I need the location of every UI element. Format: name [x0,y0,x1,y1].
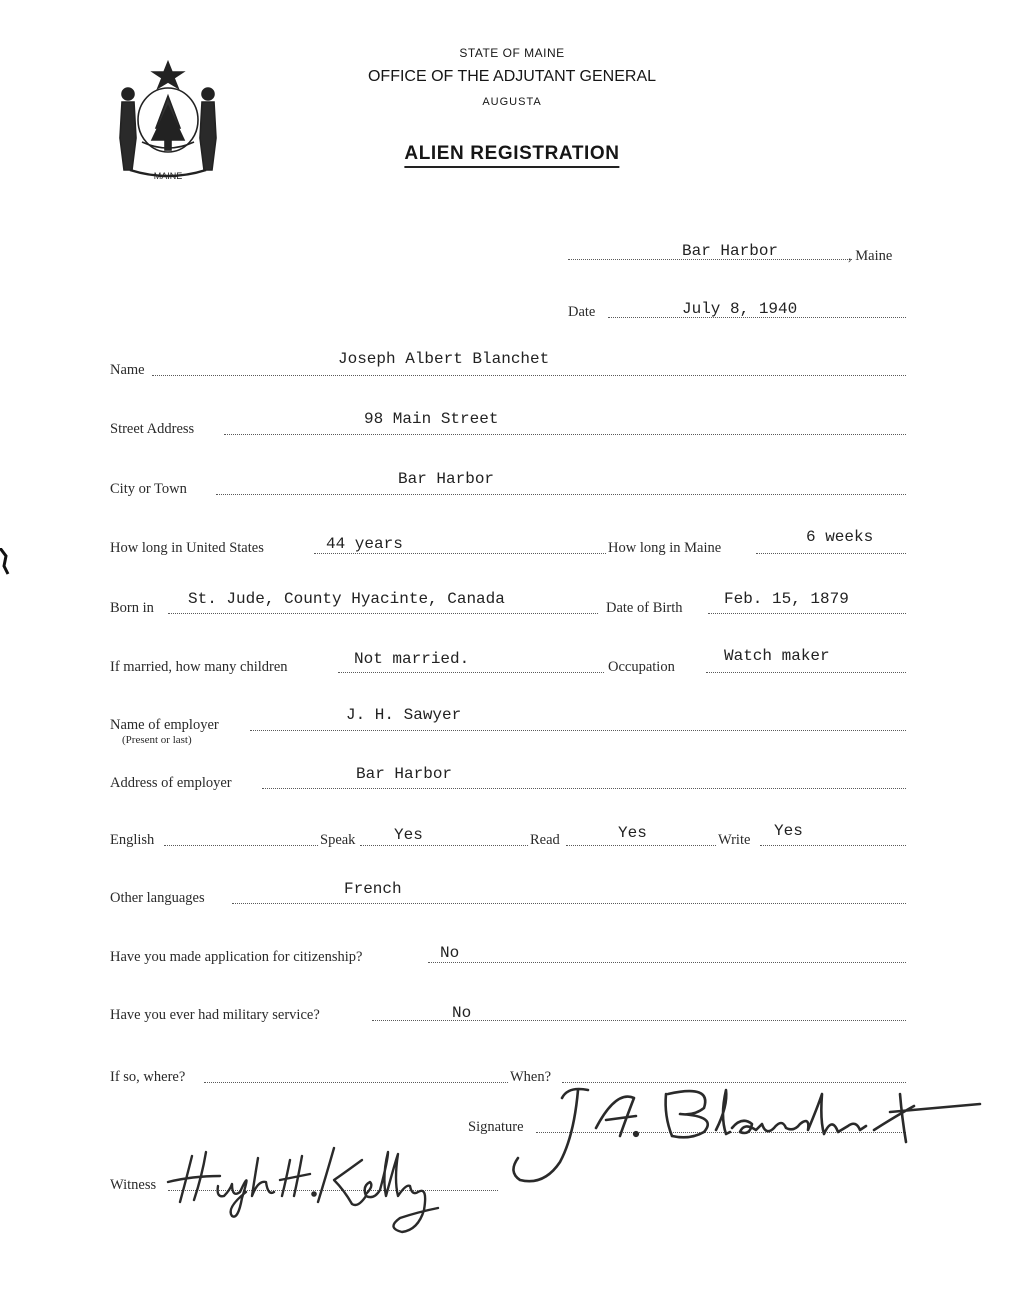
read-label: Read [530,832,560,848]
city-value: Bar Harbor [398,470,495,488]
read-value: Yes [618,824,647,842]
when-label: When? [510,1069,552,1085]
occupation-value: Watch maker [724,647,830,665]
street-line [224,434,906,435]
english-line [164,845,318,846]
name-label: Name [110,362,145,378]
name-line [152,375,906,376]
employer-line [250,730,906,731]
speak-line [360,845,528,846]
read-line [566,845,716,846]
occupation-label: Occupation [608,659,675,675]
other-languages-line [232,903,906,904]
us-duration-value: 44 years [326,535,403,553]
where-label: If so, where? [110,1069,186,1085]
dob-label: Date of Birth [606,600,683,616]
dob-value: Feb. 15, 1879 [724,590,849,608]
maine-duration-line [756,553,906,554]
other-languages-label: Other languages [110,890,205,906]
dob-line [708,613,906,614]
speak-label: Speak [320,832,356,848]
employer-address-value: Bar Harbor [356,765,453,783]
street-value: 98 Main Street [364,410,499,428]
maine-state-seal-icon [108,58,228,186]
employer-value: J. H. Sawyer [346,706,462,724]
employer-sublabel: (Present or last) [122,734,192,746]
children-line [338,672,604,673]
born-line [168,613,598,614]
citizenship-value: No [440,944,460,962]
scan-edge-mark [0,548,10,576]
street-label: Street Address [110,421,195,437]
witness-handwriting [162,1136,452,1236]
city-heading: AUGUSTA [482,96,542,108]
where-line [204,1082,508,1083]
children-label: If married, how many children [110,659,288,675]
city-label: City or Town [110,481,187,497]
speak-value: Yes [394,826,423,844]
place-state-label: , Maine [848,248,893,264]
us-duration-line [314,553,606,554]
office-heading: OFFICE OF THE ADJUTANT GENERAL [367,68,657,85]
other-languages-value: French [344,880,402,898]
write-line [760,845,906,846]
military-label: Have you ever had military service? [110,1007,320,1023]
maine-duration-label: How long in Maine [608,540,722,556]
employer-address-label: Address of employer [110,775,232,791]
born-label: Born in [110,600,154,616]
state-heading: STATE OF MAINE [459,46,565,60]
place-town-value: Bar Harbor [682,242,779,260]
employer-address-line [262,788,906,789]
maine-duration-value: 6 weeks [806,528,874,546]
us-duration-label: How long in United States [110,540,264,556]
military-value: No [452,1004,472,1022]
signature-label: Signature [468,1119,524,1135]
children-value: Not married. [354,650,470,668]
form-title: ALIEN REGISTRATION [404,143,619,168]
date-value: July 8, 1940 [682,300,798,318]
write-value: Yes [774,822,803,840]
english-label: English [110,832,155,848]
born-value: St. Jude, County Hyacinte, Canada [188,590,505,608]
citizenship-label: Have you made application for citizenship? [110,949,363,965]
employer-label: Name of employer [110,717,219,733]
occupation-line [706,672,906,673]
signature-handwriting [504,1076,984,1186]
write-label: Write [718,832,751,848]
citizenship-line [428,962,906,963]
seal-text: MAINE [153,171,183,181]
witness-label: Witness [110,1177,157,1193]
city-line [216,494,906,495]
date-label: Date [568,304,596,320]
name-value: Joseph Albert Blanchet [338,350,550,368]
